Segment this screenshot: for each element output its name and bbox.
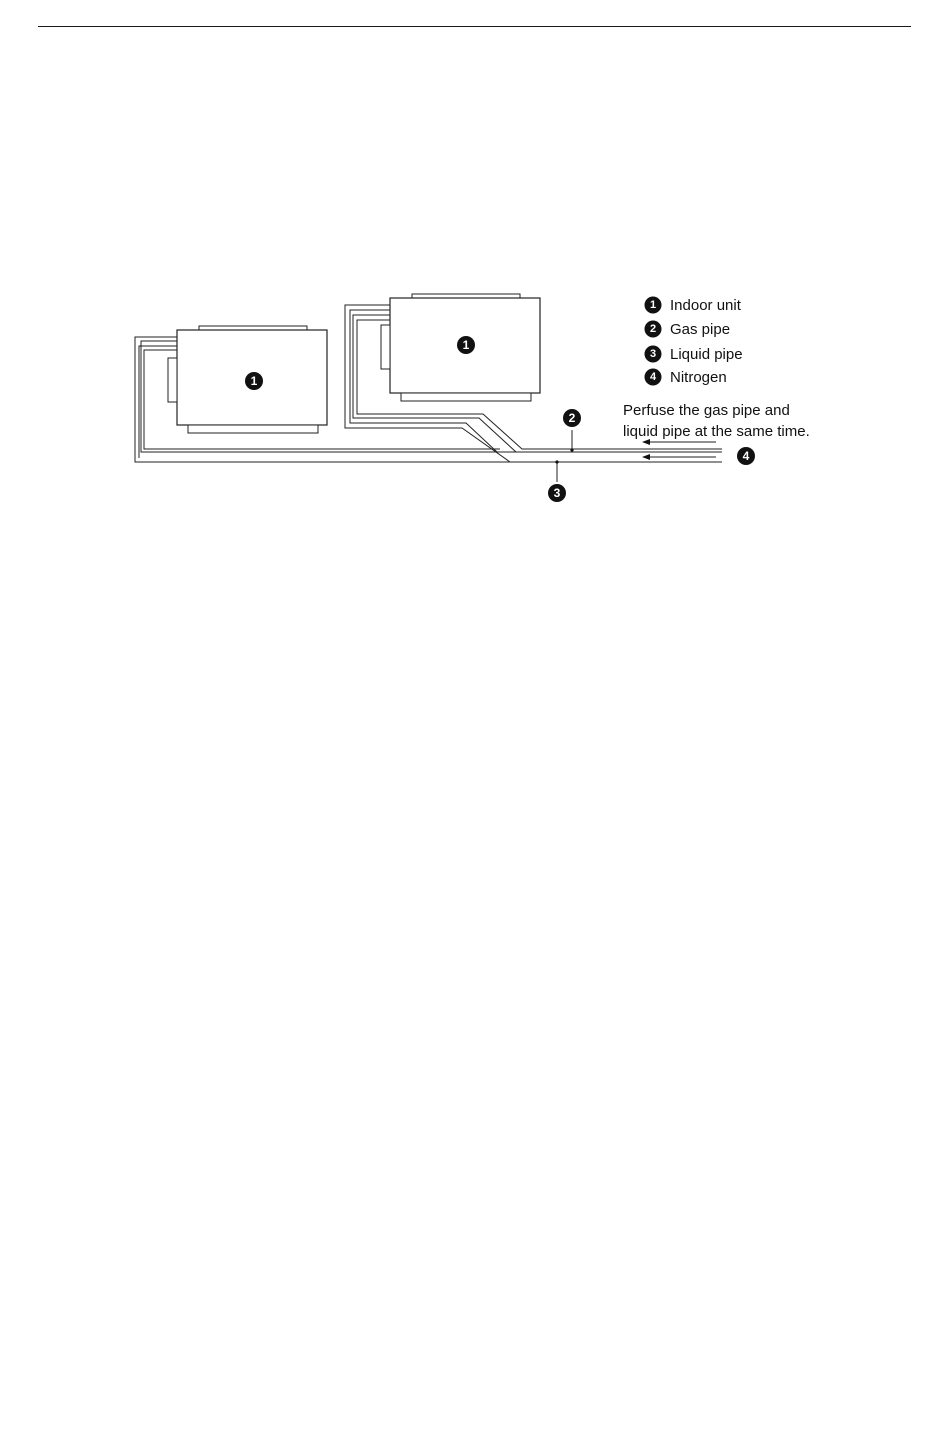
legend-item-label: Gas pipe: [670, 321, 731, 338]
svg-text:4: 4: [649, 371, 657, 383]
legend: [645, 297, 743, 387]
gas-pipe-leader-dot: [570, 448, 573, 451]
svg-text:3: 3: [649, 348, 657, 360]
legend-item: [645, 346, 743, 364]
legend-item: [645, 369, 727, 387]
gas-pipe-callout: [563, 409, 581, 427]
nitrogen-callout: [737, 447, 755, 465]
nitrogen-arrowhead-lower: [642, 454, 650, 460]
indoor-unit-left-callout: [245, 372, 263, 390]
indoor-unit-right-side-panel: [381, 325, 390, 369]
indoor-unit-right-callout: [457, 336, 475, 354]
svg-text:2: 2: [649, 323, 657, 335]
liquid-pipe-callout: [548, 484, 566, 502]
indoor-unit-left-base: [188, 425, 318, 433]
indoor-unit-right-base: [401, 393, 531, 401]
purge-note-line-2: liquid pipe at the same time.: [623, 423, 810, 440]
svg-text:1: 1: [649, 299, 657, 311]
indoor-unit-left: [168, 326, 327, 433]
legend-item-label: Nitrogen: [670, 369, 727, 386]
legend-item: [645, 297, 742, 315]
legend-item: [645, 321, 731, 339]
liquid-pipe-leader-dot: [555, 460, 558, 463]
svg-text:1: 1: [462, 338, 470, 352]
indoor-unit-right: [381, 294, 540, 401]
svg-text:3: 3: [553, 486, 561, 500]
svg-text:1: 1: [250, 374, 258, 388]
legend-item-label: Liquid pipe: [670, 346, 743, 363]
svg-text:2: 2: [568, 411, 576, 425]
indoor-unit-left-side-panel: [168, 358, 177, 402]
purge-note: [623, 402, 810, 440]
purge-note-line-1: Perfuse the gas pipe and: [623, 402, 790, 419]
svg-text:4: 4: [742, 449, 750, 463]
legend-item-label: Indoor unit: [670, 297, 741, 314]
